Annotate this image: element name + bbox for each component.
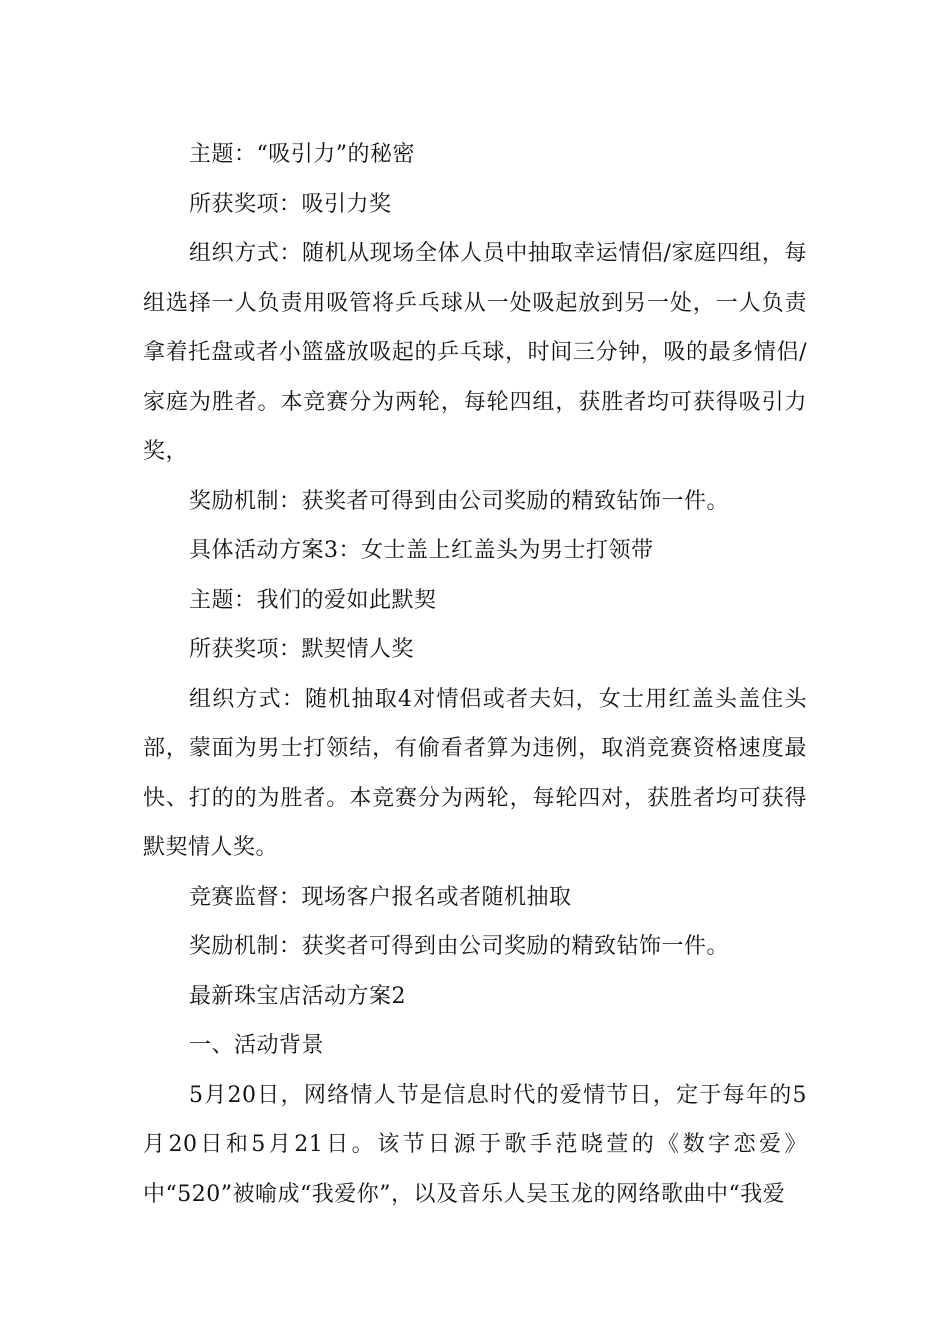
paragraph-organization-attraction: 组织方式：随机从现场全体人员中抽取幸运情侣/家庭四组，每组选择一人负责用吸管将乒乓球从一处吸起放到另一处，一人负责拿着托盘或者小篮盛放吸起的乒乓球，时间三分钟，吸的最多情侣/家庭为胜者。本竞赛分为两轮，每轮四组，获胜者均可获得吸引力奖， (143, 241, 807, 464)
paragraph-award-tacit: 所获奖项：默契情人奖 (189, 637, 415, 662)
paragraph-reward-tacit: 奖励机制：获奖者可得到由公司奖励的精致钻饰一件。 (189, 934, 730, 959)
paragraph-plan-3-heading: 具体活动方案3：女士盖上红盖头为男士打领带 (189, 538, 654, 563)
paragraph-background-text: 5月20日，网络情人节是信息时代的爱情节日，定于每年的5月20日和5月21日。该节日源于歌手范晓萱的《数字恋爱》中“520”被喻成“我爱你”，以及音乐人吴玉龙的网络歌曲中“我爱 (143, 1082, 807, 1207)
paragraph-award-attraction: 所获奖项：吸引力奖 (189, 191, 392, 217)
paragraph-supervision: 竞赛监督：现场客户报名或者随机抽取 (189, 884, 572, 910)
paragraph-theme-attraction: 主题：“吸引力”的秘密 (189, 142, 415, 167)
document-body (143, 130, 807, 1219)
paragraph-organization-tacit: 组织方式：随机抽取4对情侣或者夫妇，女士用红盖头盖住头部，蒙面为男士打领结，有偷看者算为违例，取消竞赛资格速度最快、打的的为胜者。本竞赛分为两轮，每轮四对，获胜者均可获得默契情人奖。 (143, 686, 807, 860)
paragraph-reward-attraction: 奖励机制：获奖者可得到由公司奖励的精致钻饰一件。 (189, 488, 730, 514)
paragraph-section-background: 一、活动背景 (189, 1033, 325, 1058)
paragraph-theme-tacit: 主题：我们的爱如此默契 (189, 587, 437, 613)
paragraph-plan-2-title: 最新珠宝店活动方案2 (189, 983, 406, 1009)
